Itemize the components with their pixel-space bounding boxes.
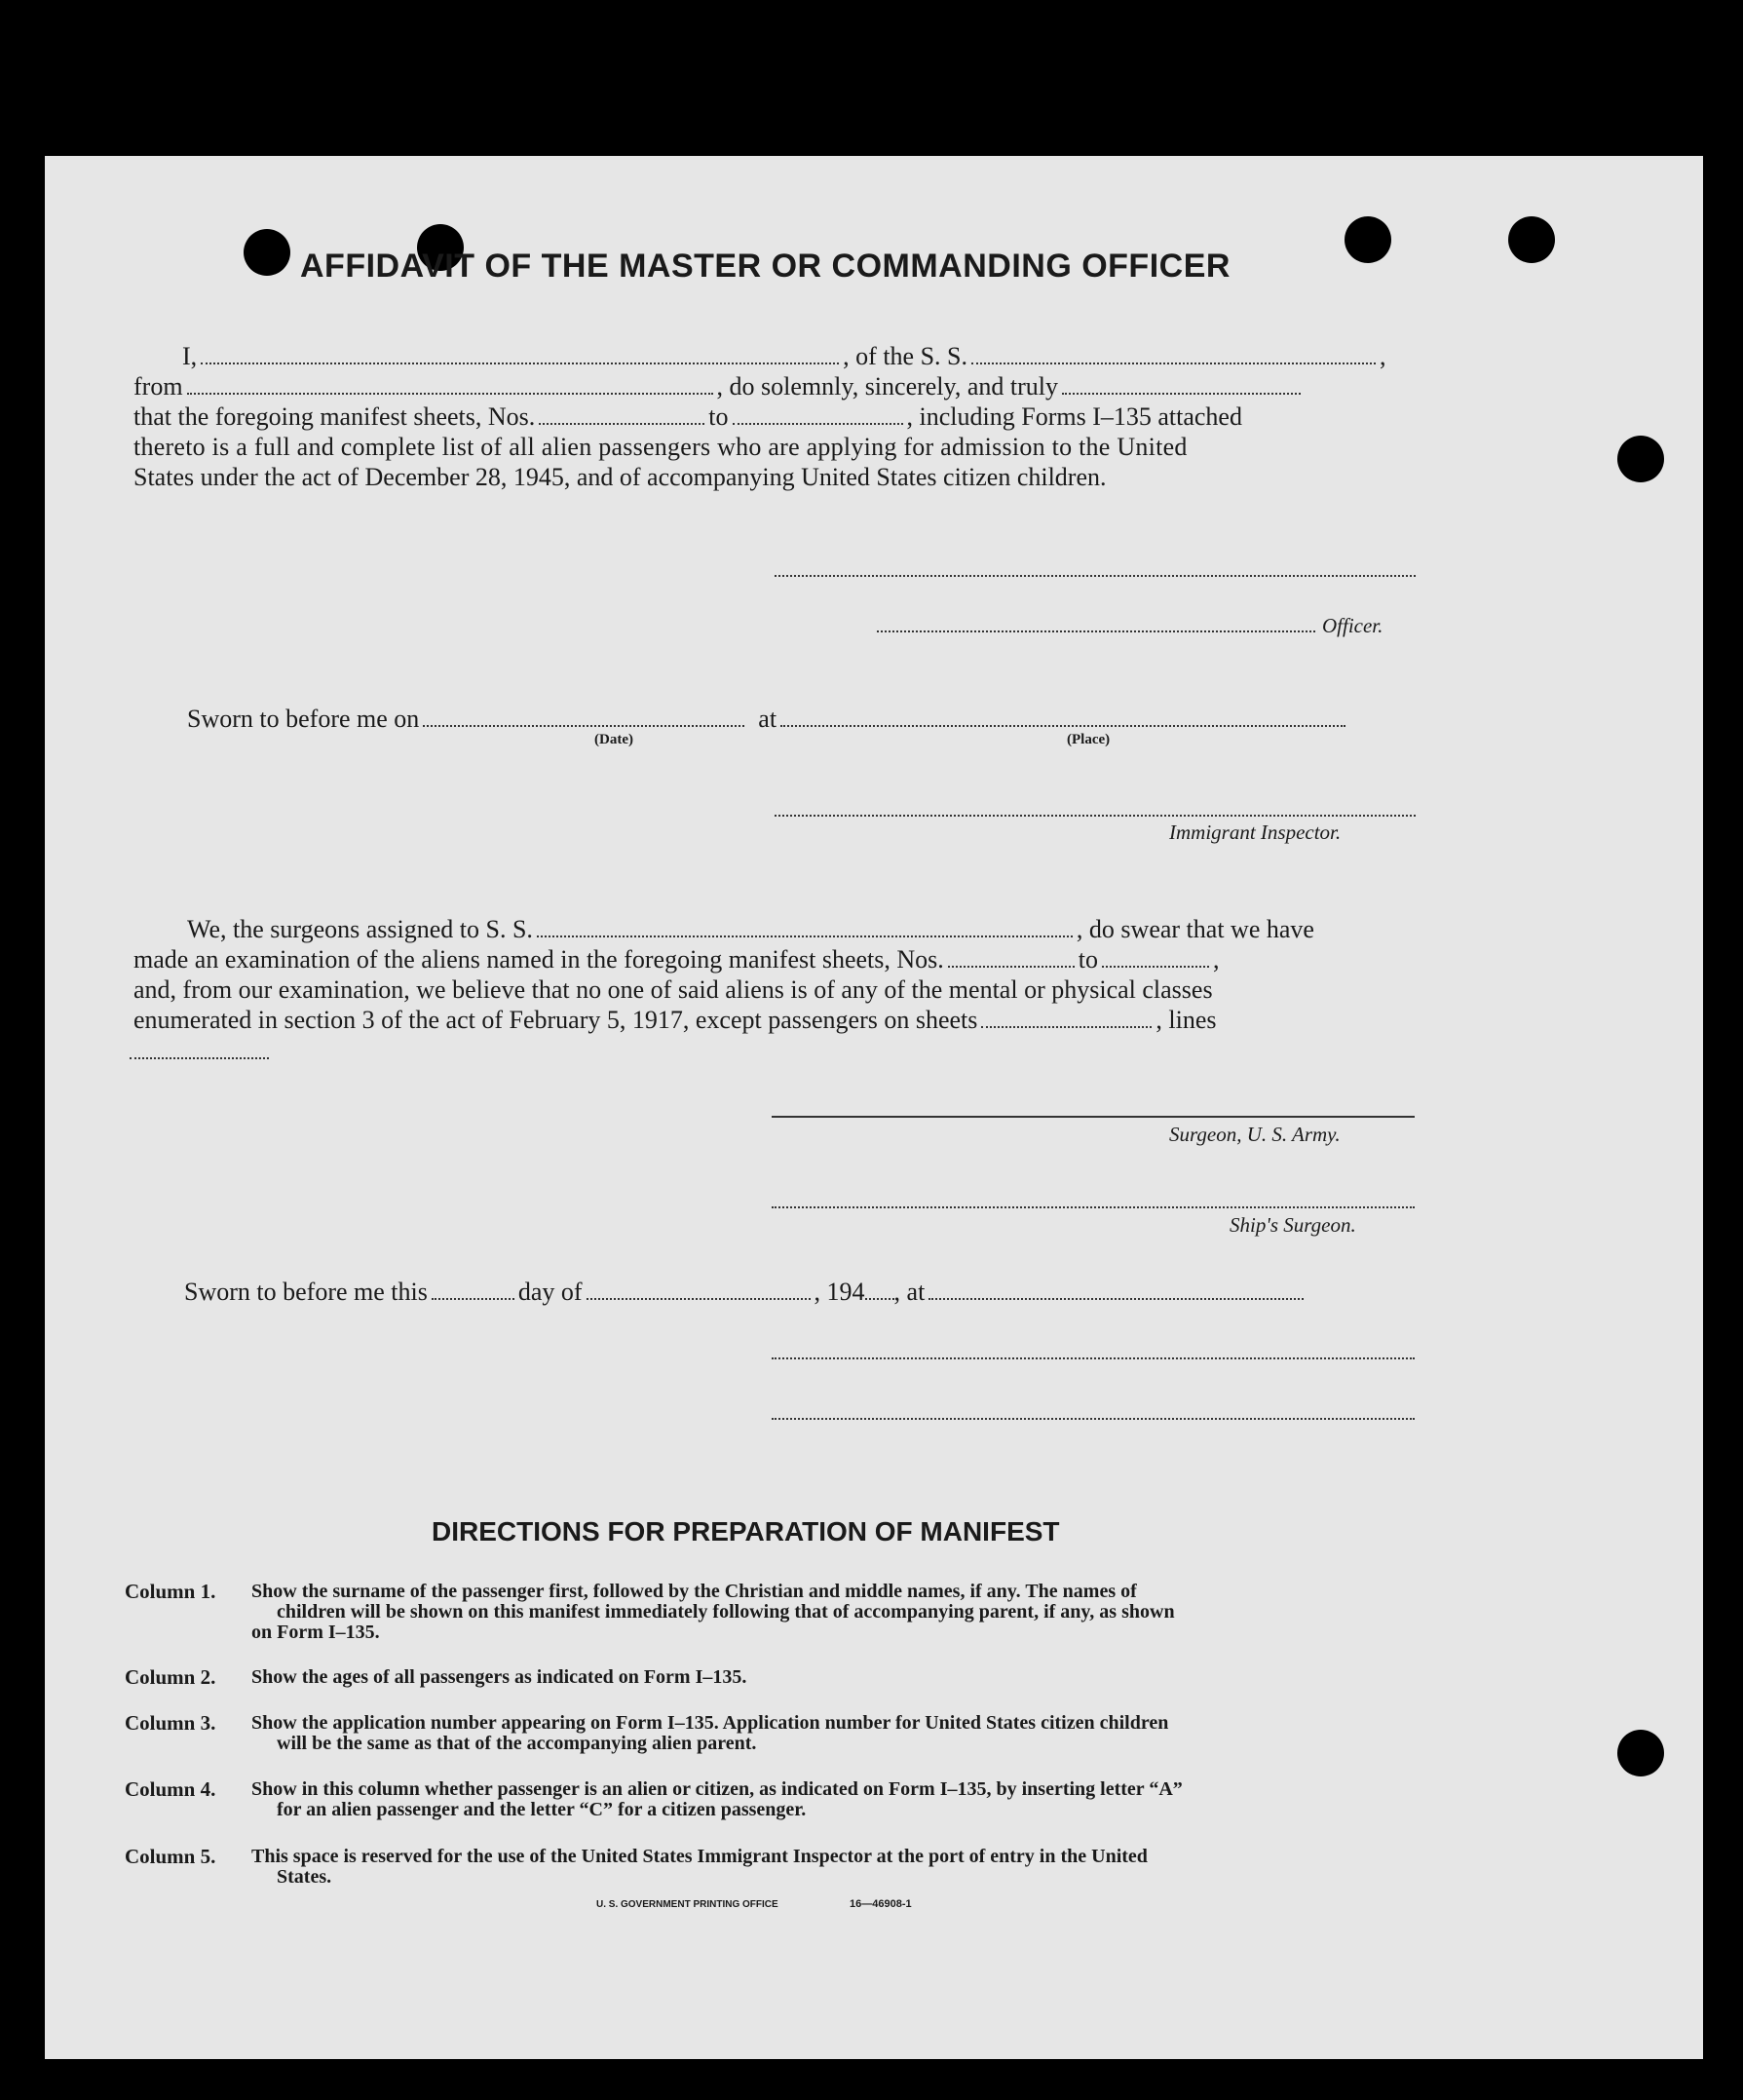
- lines-field[interactable]: [130, 1057, 269, 1059]
- affidavit-line-1: [133, 341, 1418, 372]
- text: Show in this column whether passenger is an alien or citizen, as indicated on Form I–135, by inserting letter “A”: [251, 1778, 1183, 1800]
- surgeons-line-2: [133, 944, 1418, 975]
- text: enumerated in section 3 of the act of February 5, 1917, except passengers on sheets: [133, 1006, 978, 1034]
- surgeons-line-1: [133, 914, 1418, 945]
- text: will be the same as that of the accompanying alien parent.: [277, 1733, 757, 1754]
- text: , at: [893, 1278, 926, 1306]
- punch-hole: [1508, 216, 1555, 263]
- column-2-text: [251, 1667, 1416, 1688]
- text: Sworn to before me this: [184, 1278, 428, 1306]
- form-title: AFFIDAVIT OF THE MASTER OR COMMANDING OFFICER: [300, 248, 1231, 285]
- affidavit-line-3: [133, 401, 1418, 433]
- oath-field[interactable]: [1062, 391, 1301, 395]
- text: to: [1078, 945, 1098, 974]
- affidavit-line-5: States under the act of December 28, 1945, and of accompanying United States citizen children.: [133, 463, 1107, 491]
- text: from: [133, 372, 183, 401]
- text: day of: [517, 1278, 583, 1306]
- punch-hole: [1617, 1730, 1664, 1776]
- text: I,: [182, 342, 198, 370]
- army-surgeon-signature-line[interactable]: [772, 1116, 1415, 1118]
- column-3-label: Column 3.: [125, 1711, 216, 1735]
- form-code: 16—46908-1: [850, 1898, 912, 1910]
- text: to: [708, 402, 729, 431]
- text: , lines: [1156, 1006, 1217, 1034]
- column-5-label: Column 5.: [125, 1845, 216, 1868]
- from-field[interactable]: [187, 391, 713, 395]
- ship-surgeon-signature-line[interactable]: [772, 1206, 1415, 1208]
- surgeons-line-4: [133, 1005, 1418, 1036]
- text: ,: [1380, 342, 1386, 370]
- army-surgeon-label: Surgeon, U. S. Army.: [1169, 1123, 1341, 1146]
- column-4-label: Column 4.: [125, 1777, 216, 1801]
- text: Show the application number appearing on Form I–135. Application number for United States citizen children: [251, 1712, 1169, 1734]
- year-field[interactable]: [865, 1296, 894, 1300]
- affidavit-line-2: [133, 371, 1418, 402]
- text: that the foregoing manifest sheets, Nos.: [133, 402, 536, 431]
- surgeons-line-3: and, from our examination, we believe that no one of said aliens is of any of the mental or physical classes: [133, 975, 1213, 1004]
- surgeon-sheet-from-field[interactable]: [948, 964, 1075, 968]
- inspector-label: Immigrant Inspector.: [1169, 821, 1342, 844]
- month-field[interactable]: [587, 1296, 811, 1300]
- column-5-text: [251, 1847, 1416, 1888]
- text: , 194: [814, 1278, 865, 1306]
- name-field[interactable]: [201, 361, 839, 364]
- surgeon-ship-field[interactable]: [537, 934, 1073, 937]
- day-field[interactable]: [432, 1296, 514, 1300]
- date-field[interactable]: [423, 723, 744, 727]
- sworn-place-field[interactable]: [928, 1296, 1304, 1300]
- text: on Form I–135.: [251, 1622, 380, 1643]
- punch-hole: [1345, 216, 1391, 263]
- sworn-line: [133, 704, 1418, 735]
- printer-credit: U. S. GOVERNMENT PRINTING OFFICE: [596, 1899, 778, 1910]
- text: , including Forms I–135 attached: [906, 402, 1242, 431]
- affidavit-line-4: thereto is a full and complete list of all alien passengers who are applying for admission to the United: [133, 433, 1188, 461]
- text: children will be shown on this manifest immediately following that of accompanying parent, if any, as shown: [277, 1601, 1175, 1623]
- sheet-from-field[interactable]: [539, 421, 704, 425]
- officer-signature-line[interactable]: [877, 630, 1315, 632]
- column-2-label: Column 2.: [125, 1665, 216, 1689]
- text: for an alien passenger and the letter “C” for a citizen passenger.: [277, 1799, 807, 1820]
- column-3-text: [251, 1713, 1416, 1754]
- text: , of the S. S.: [843, 342, 968, 370]
- surgeon-sheet-to-field[interactable]: [1102, 964, 1209, 968]
- inspector-signature-line[interactable]: [775, 815, 1416, 817]
- officer-label: Officer.: [1322, 614, 1383, 637]
- ship-field[interactable]: [971, 361, 1376, 364]
- sheet-to-field[interactable]: [733, 421, 903, 425]
- text: Show the surname of the passenger first, followed by the Christian and middle names, if any. The names of: [251, 1581, 1137, 1602]
- text: , do swear that we have: [1076, 915, 1314, 943]
- signature-line[interactable]: [772, 1357, 1415, 1359]
- signature-line[interactable]: [772, 1418, 1415, 1420]
- place-field[interactable]: [780, 723, 1345, 727]
- text: , do solemnly, sincerely, and truly: [716, 372, 1058, 401]
- place-label: (Place): [1067, 732, 1111, 747]
- text: made an examination of the aliens named in the foregoing manifest sheets, Nos.: [133, 945, 944, 974]
- date-label: (Date): [594, 732, 633, 747]
- sworn-line-2: [133, 1277, 1418, 1308]
- text: ,: [1213, 945, 1220, 974]
- signature-line[interactable]: [775, 575, 1416, 577]
- ship-surgeon-label: Ship's Surgeon.: [1230, 1213, 1356, 1237]
- directions-title: DIRECTIONS FOR PREPARATION OF MANIFEST: [432, 1516, 1060, 1546]
- punch-hole: [244, 229, 290, 276]
- text: States.: [277, 1866, 332, 1888]
- text: Sworn to before me on: [187, 705, 420, 733]
- column-4-text: [251, 1779, 1416, 1820]
- text: at: [758, 705, 777, 733]
- punch-hole: [1617, 436, 1664, 482]
- text: This space is reserved for the use of the United States Immigrant Inspector at the port of entry in the United: [251, 1846, 1148, 1867]
- column-1-label: Column 1.: [125, 1580, 216, 1603]
- text: We, the surgeons assigned to S. S.: [187, 915, 533, 943]
- column-1-text: [251, 1582, 1416, 1643]
- text: Show the ages of all passengers as indicated on Form I–135.: [251, 1666, 747, 1688]
- sheets-field[interactable]: [981, 1024, 1152, 1028]
